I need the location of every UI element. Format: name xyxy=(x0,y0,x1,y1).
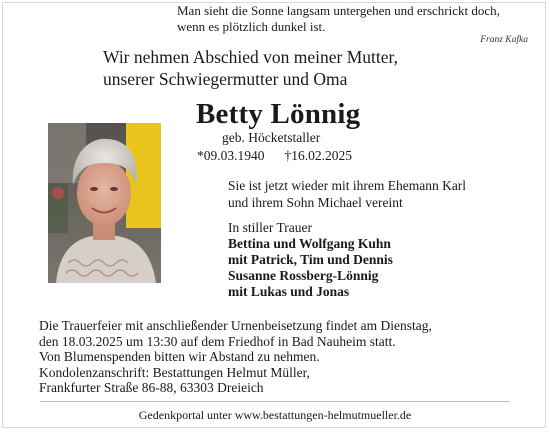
portrait-photo xyxy=(48,123,161,283)
birth-name: geb. Höcketstaller xyxy=(222,130,321,145)
kafka-quote xyxy=(177,3,507,35)
mourner-name: Susanne Rossberg-Lönnig xyxy=(228,268,379,283)
memorial-portal-link[interactable]: Gedenkportal unter www.bestattungen-helmutmueller.de xyxy=(138,408,412,422)
intro-line-2: unserer Schwiegermutter und Oma xyxy=(103,69,348,89)
funeral-line: Kondolenzanschrift: Bestattungen Helmut Müller, xyxy=(39,364,310,380)
death-date: †16.02.2025 xyxy=(284,148,352,163)
intro-line-1: Wir nehmen Abschied von meiner Mutter, xyxy=(103,47,399,67)
mourner-name: mit Lukas und Jonas xyxy=(228,284,350,299)
farewell-intro xyxy=(103,46,503,90)
mourners-block xyxy=(228,220,393,300)
funeral-line: Frankfurter Straße 86-88, 63303 Dreieich xyxy=(39,380,264,395)
quote-line-1: Man sieht die Sonne langsam untergehen und erschrickt doch, xyxy=(177,3,500,18)
mourners-lead: In stiller Trauer xyxy=(228,220,312,235)
funeral-line: Die Trauerfeier mit anschließender Urnenbeisetzung findet am Dienstag, xyxy=(39,318,432,333)
birth-date: *09.03.1940 xyxy=(197,148,265,163)
deceased-name: Betty Lönnig xyxy=(196,98,361,130)
reunited-text xyxy=(228,177,518,211)
funeral-line: Von Blumenspenden bitten wir Abstand zu nehmen. xyxy=(39,349,320,364)
funeral-line: den 18.03.2025 um 13:30 auf dem Friedhof in Bad Nauheim statt. xyxy=(39,333,396,349)
life-dates xyxy=(197,148,352,164)
quote-author: Franz Kafka xyxy=(480,35,528,45)
reunited-line-2: und ihrem Sohn Michael vereint xyxy=(228,195,403,210)
funeral-details xyxy=(39,318,519,396)
mourner-name: mit Patrick, Tim und Dennis xyxy=(228,252,393,267)
footer-divider xyxy=(40,401,510,402)
quote-line-2: wenn es plötzlich dunkel ist. xyxy=(177,19,326,34)
portrait-image xyxy=(48,123,161,283)
mourner-name: Bettina und Wolfgang Kuhn xyxy=(228,236,391,251)
reunited-line-1: Sie ist jetzt wieder mit ihrem Ehemann Karl xyxy=(228,178,467,193)
